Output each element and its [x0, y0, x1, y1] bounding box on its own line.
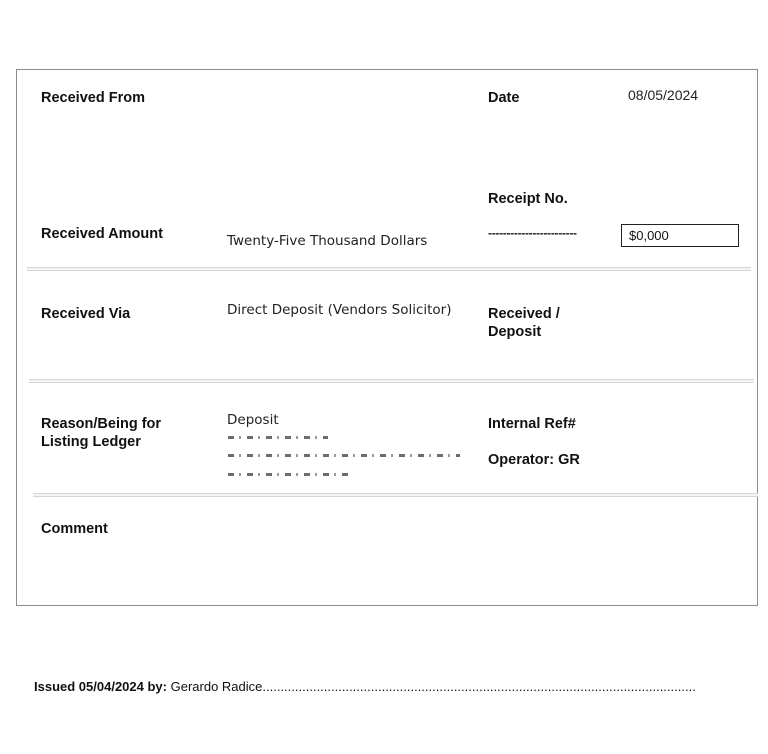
- signature-dots: ........................................................................................................................: [262, 679, 696, 694]
- received-via-value: Direct Deposit (Vendors Solicitor): [227, 302, 452, 318]
- internal-ref-label: Internal Ref#: [488, 416, 576, 432]
- redacted-text: [228, 473, 350, 476]
- date-label: Date: [488, 90, 520, 106]
- section-divider: [33, 493, 758, 497]
- received-amount-words: Twenty-Five Thousand Dollars: [227, 233, 428, 249]
- received-deposit-label-line1: Received /: [488, 306, 560, 322]
- section-divider: [27, 267, 751, 271]
- issued-label: Issued 05/04/2024 by: [34, 679, 163, 694]
- reason-label-line1: Reason/Being for: [41, 416, 162, 432]
- issued-colon: :: [162, 679, 167, 694]
- reason-label-line2: Listing Ledger: [41, 434, 141, 450]
- issued-footer: [34, 679, 696, 695]
- comment-label: Comment: [41, 521, 108, 537]
- received-amount-figure: $0,000: [621, 224, 739, 247]
- issuer-name: Gerardo Radice: [167, 679, 263, 694]
- received-via-label: Received Via: [41, 306, 131, 322]
- received-from-label: Received From: [41, 90, 145, 106]
- redacted-text: [228, 454, 460, 457]
- section-divider: [29, 379, 754, 383]
- received-deposit-label-line2: Deposit: [488, 324, 542, 340]
- received-amount-label: Received Amount: [41, 226, 163, 242]
- receipt-form: [16, 69, 758, 606]
- redacted-text: [228, 436, 328, 439]
- receipt-no-label: Receipt No.: [488, 191, 568, 207]
- date-value: 08/05/2024: [628, 87, 699, 103]
- receipt-no-dashes: ------------------------: [488, 226, 577, 240]
- operator-label: Operator: GR: [488, 452, 580, 468]
- reason-value: Deposit: [227, 412, 279, 428]
